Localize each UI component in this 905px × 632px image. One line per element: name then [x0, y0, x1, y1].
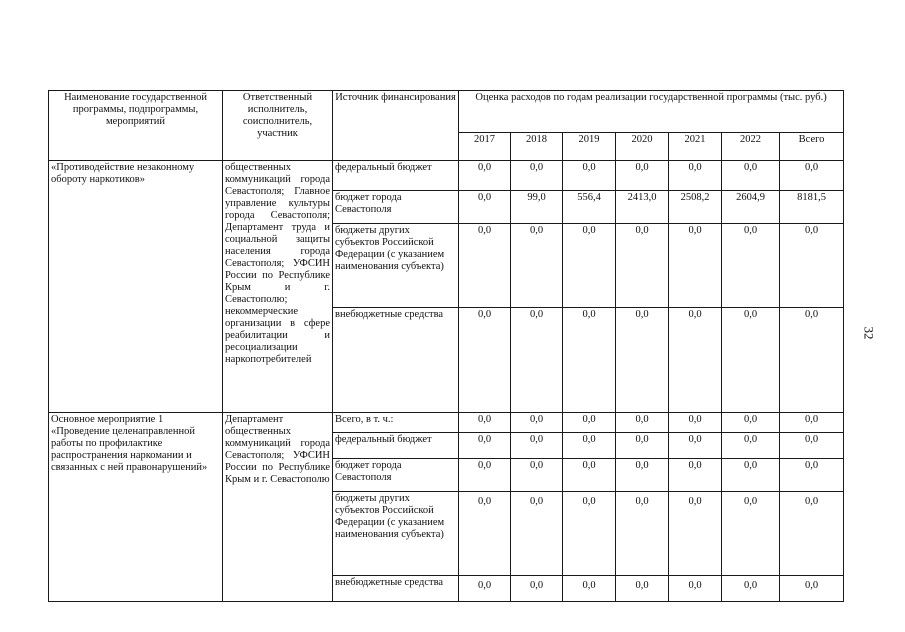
value-cell: 0,0 — [563, 161, 616, 191]
value-cell: 0,0 — [669, 492, 722, 576]
value-cell: 0,0 — [563, 576, 616, 602]
total-cell: 8181,5 — [780, 191, 844, 224]
executor-cell: Департамент общественных коммуникаций города Севастополя; УФСИН России по Республике Крым и г. Севастополю — [223, 413, 333, 602]
value-cell: 0,0 — [459, 459, 511, 492]
value-cell: 0,0 — [669, 161, 722, 191]
source-cell: федеральный бюджет — [333, 161, 459, 191]
header-year: 2017 — [459, 133, 511, 161]
value-cell: 0,0 — [563, 308, 616, 413]
value-cell: 0,0 — [616, 459, 669, 492]
header-funding-source: Источник финансирования — [333, 91, 459, 161]
value-cell: 0,0 — [669, 413, 722, 433]
source-cell: внебюджетные средства — [333, 576, 459, 602]
total-cell: 0,0 — [780, 576, 844, 602]
value-cell: 0,0 — [616, 308, 669, 413]
header-year: 2022 — [722, 133, 780, 161]
value-cell: 0,0 — [722, 459, 780, 492]
budget-table — [48, 90, 844, 602]
header-year: 2021 — [669, 133, 722, 161]
value-cell: 0,0 — [459, 492, 511, 576]
value-cell: 0,0 — [511, 433, 563, 459]
value-cell: 0,0 — [722, 433, 780, 459]
source-cell: бюджеты других субъектов Российской Федерации (с указанием наименования субъекта) — [333, 224, 459, 308]
header-year: 2019 — [563, 133, 616, 161]
total-cell: 0,0 — [780, 224, 844, 308]
value-cell: 0,0 — [563, 413, 616, 433]
value-cell: 0,0 — [669, 576, 722, 602]
value-cell: 0,0 — [616, 413, 669, 433]
value-cell: 0,0 — [511, 576, 563, 602]
value-cell: 2508,2 — [669, 191, 722, 224]
value-cell: 0,0 — [722, 224, 780, 308]
value-cell: 0,0 — [669, 433, 722, 459]
value-cell: 0,0 — [669, 224, 722, 308]
value-cell: 0,0 — [511, 224, 563, 308]
source-cell: бюджет города Севастополя — [333, 459, 459, 492]
value-cell: 0,0 — [616, 224, 669, 308]
value-cell: 556,4 — [563, 191, 616, 224]
value-cell: 0,0 — [722, 308, 780, 413]
value-cell: 0,0 — [459, 224, 511, 308]
value-cell: 0,0 — [669, 308, 722, 413]
value-cell: 0,0 — [616, 492, 669, 576]
program-name-cell: Основное мероприятие 1 «Проведение целенаправленной работы по профилактике распространения наркомании и связанных с ней правонарушений» — [49, 413, 223, 602]
value-cell: 2604,9 — [722, 191, 780, 224]
header-executor: Ответственный исполнитель, соисполнитель, участник — [223, 91, 333, 161]
value-cell: 0,0 — [459, 576, 511, 602]
value-cell: 0,0 — [616, 576, 669, 602]
table-row — [49, 161, 844, 191]
total-cell: 0,0 — [780, 433, 844, 459]
value-cell: 0,0 — [722, 413, 780, 433]
value-cell: 0,0 — [459, 161, 511, 191]
value-cell: 0,0 — [669, 459, 722, 492]
total-cell: 0,0 — [780, 308, 844, 413]
source-cell: бюджет города Севастополя — [333, 191, 459, 224]
value-cell: 0,0 — [563, 224, 616, 308]
value-cell: 0,0 — [511, 413, 563, 433]
page-number: 32 — [861, 326, 877, 340]
total-cell: 0,0 — [780, 413, 844, 433]
value-cell: 0,0 — [511, 492, 563, 576]
value-cell: 99,0 — [511, 191, 563, 224]
value-cell: 0,0 — [459, 413, 511, 433]
header-year: 2020 — [616, 133, 669, 161]
header-program-name: Наименование государственной программы, подпрограммы, мероприятий — [49, 91, 223, 161]
value-cell: 0,0 — [722, 161, 780, 191]
header-total: Всего — [780, 133, 844, 161]
header-year: 2018 — [511, 133, 563, 161]
value-cell: 0,0 — [563, 492, 616, 576]
source-cell: внебюджетные средства — [333, 308, 459, 413]
value-cell: 0,0 — [459, 433, 511, 459]
value-cell: 0,0 — [722, 576, 780, 602]
source-cell: Всего, в т. ч.: — [333, 413, 459, 433]
value-cell: 0,0 — [563, 459, 616, 492]
total-cell: 0,0 — [780, 492, 844, 576]
value-cell: 0,0 — [459, 308, 511, 413]
value-cell: 0,0 — [616, 161, 669, 191]
value-cell: 0,0 — [511, 459, 563, 492]
value-cell: 0,0 — [722, 492, 780, 576]
source-cell: бюджеты других субъектов Российской Федерации (с указанием наименования субъекта) — [333, 492, 459, 576]
value-cell: 0,0 — [511, 308, 563, 413]
value-cell: 0,0 — [616, 433, 669, 459]
table-row — [49, 413, 844, 433]
value-cell: 2413,0 — [616, 191, 669, 224]
source-cell: федеральный бюджет — [333, 433, 459, 459]
program-name-cell: «Противодействие незаконному обороту наркотиков» — [49, 161, 223, 413]
value-cell: 0,0 — [459, 191, 511, 224]
value-cell: 0,0 — [563, 433, 616, 459]
total-cell: 0,0 — [780, 459, 844, 492]
executor-cell: общественных коммуникаций города Севастополя; Главное управление культуры города Севастополя; Департамент труда и социальной защиты населения города Севастополя; УФСИН России по Республике Крым и г. Севастополю; некоммерческие организации в сфере реабилитации и ресоциализации наркопотребителей — [223, 161, 333, 413]
value-cell: 0,0 — [511, 161, 563, 191]
header-expense-estimate: Оценка расходов по годам реализации государственной программы (тыс. руб.) — [459, 91, 844, 133]
total-cell: 0,0 — [780, 161, 844, 191]
